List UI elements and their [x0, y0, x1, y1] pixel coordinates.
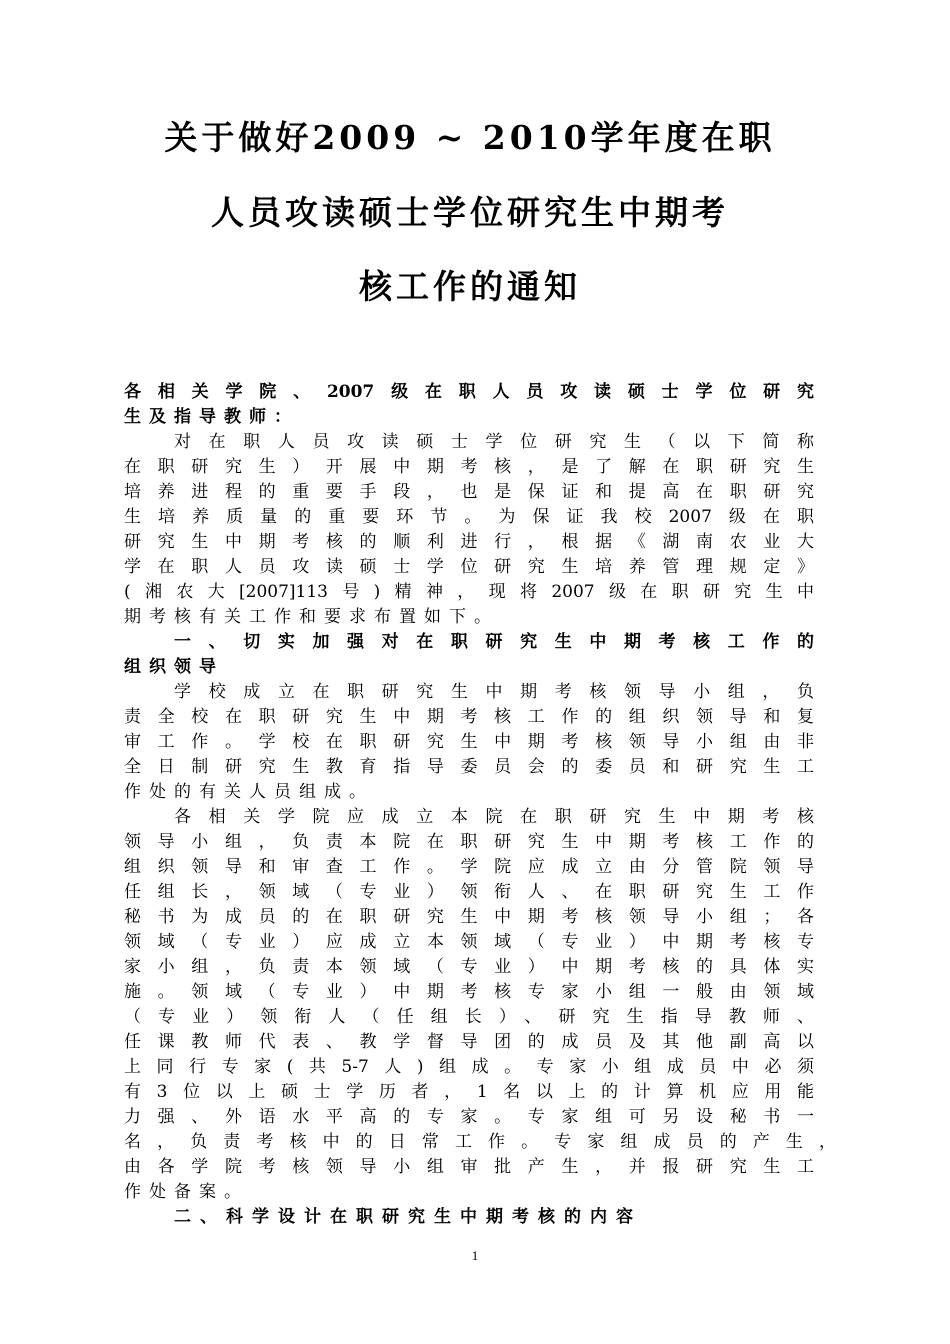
body-line: 审工作。学校在职研究生中期考核领导小组由非: [124, 732, 814, 752]
body-line: 力强、外语水平高的专家。专家组可另设秘书一: [124, 1107, 814, 1127]
body-line: 作处备案。: [124, 1182, 249, 1202]
document-title-line-2: 人员攻读硕士学位研究生中期考: [211, 193, 729, 232]
body-line: 有3位以上硕士学历者，1名以上的计算机应用能: [124, 1082, 814, 1102]
salutation-line: 各相关学院、2007级在职人员攻读硕士学位研究: [124, 382, 814, 402]
body-line: 对在职人员攻读硕士学位研究生（以下简称: [174, 432, 814, 452]
body-line: 各相关学院应成立本院在职研究生中期考核: [174, 807, 814, 827]
body-line: 期考核有关工作和要求布置如下。: [124, 607, 499, 627]
body-line: 学校成立在职研究生中期考核领导小组，负: [174, 682, 814, 702]
body-line: 名，负责考核中的日常工作。专家组成员的产生，: [124, 1132, 836, 1152]
salutation-line: 生及指导教师：: [124, 407, 299, 427]
body-line: 任课教师代表、教学督导团的成员及其他副高以: [124, 1032, 814, 1052]
page-number: 1: [471, 1248, 479, 1263]
body-line: 家小组，负责本领域（专业）中期考核的具体实: [124, 957, 814, 977]
body-line: （专业）领衔人（任组长）、研究生指导教师、: [124, 1007, 814, 1027]
body-line: 组织领导和审查工作。学院应成立由分管院领导: [124, 857, 814, 877]
body-line: 领导小组，负责本院在职研究生中期考核工作的: [124, 832, 814, 852]
body-line: 学在职人员攻读硕士学位研究生培养管理规定》: [124, 557, 814, 577]
document-title-line-1: 关于做好2009 ~ 2010学年度在职: [164, 118, 776, 157]
body-line: 任组长，领域（专业）领衔人、在职研究生工作: [124, 882, 814, 902]
body-line: 培养进程的重要手段，也是保证和提高在职研究: [124, 482, 814, 502]
body-line: 研究生中期考核的顺利进行，根据《湖南农业大: [124, 532, 814, 552]
section-heading-line: 二、科学设计在职研究生中期考核的内容: [174, 1207, 642, 1227]
body-line: 由各学院考核领导小组审批产生，并报研究生工: [124, 1157, 814, 1177]
body-line: 领域（专业）应成立本领域（专业）中期考核专: [124, 932, 814, 952]
body-line: 施。领域（专业）中期考核专家小组一般由领域: [124, 982, 814, 1002]
body-line: 全日制研究生教育指导委员会的委员和研究生工: [124, 757, 814, 777]
body-line: 责全校在职研究生中期考核工作的组织领导和复: [124, 707, 814, 727]
body-line: 作处的有关人员组成。: [124, 782, 374, 802]
body-line: 秘书为成员的在职研究生中期考核领导小组；各: [124, 907, 814, 927]
section-heading-line: 一、切实加强对在职研究生中期考核工作的: [174, 632, 814, 652]
body-line: 在职研究生）开展中期考核，是了解在职研究生: [124, 457, 814, 477]
body-line: 生培养质量的重要环节。为保证我校2007级在职: [124, 507, 814, 527]
body-line: (湘农大[2007]113号)精神，现将2007级在职研究生中: [124, 582, 814, 602]
body-line: 上同行专家(共5-7人)组成。专家小组成员中必须: [124, 1057, 814, 1077]
document-title-line-3: 核工作的通知: [359, 267, 581, 306]
section-heading-line: 组织领导: [124, 657, 224, 677]
